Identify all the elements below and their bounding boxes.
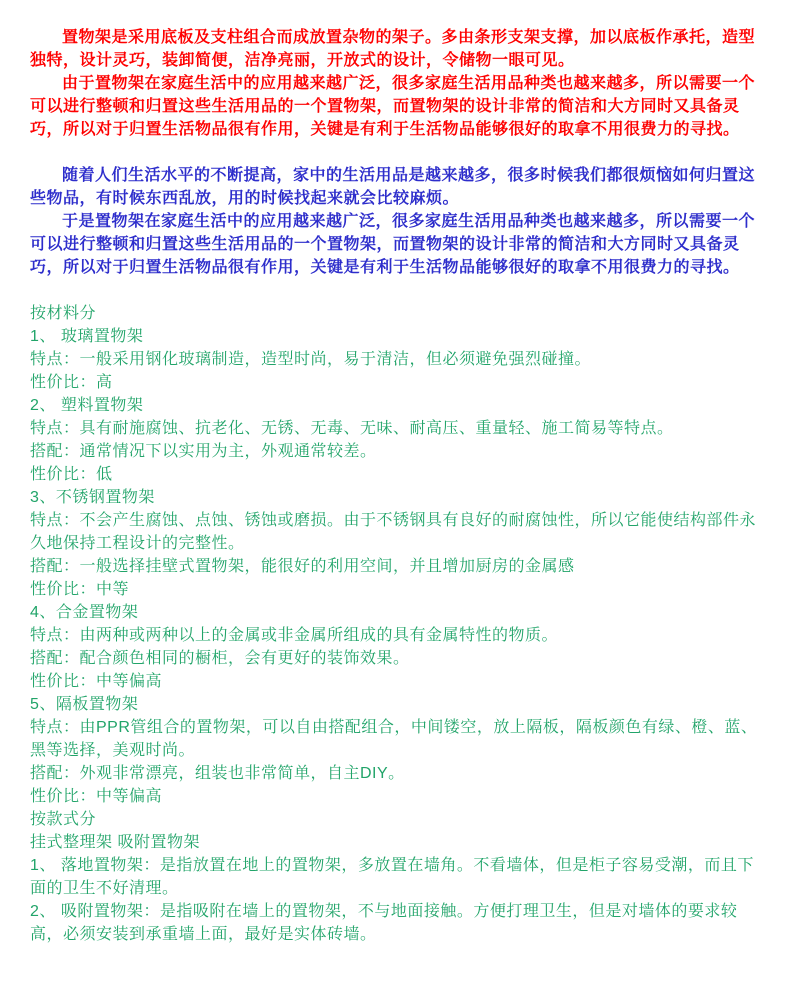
classification-item-title: 3、不锈钢置物架 <box>30 489 155 506</box>
classification-item-title: 4、合金置物架 <box>30 604 139 621</box>
red-intro-paragraph: 由于置物架在家庭生活中的应用越来越广泛，很多家庭生活用品种类也越来越多，所以需要一个可以进行整顿和归置这些生活用品的一个置物架，而置物架的设计非常的简洁和大方同时又具备灵巧，所以对于归置生活物品很有作用，关键是有利于生活物品能够很好的取拿不用很费力的寻找。 <box>30 75 756 138</box>
classification-heading-style: 按款式分 <box>30 811 97 828</box>
blue-intro-paragraph: 于是置物架在家庭生活中的应用越来越广泛，很多家庭生活用品种类也越来越多，所以需要一个可以进行整顿和归置这些生活用品的一个置物架，而置物架的设计非常的简洁和大方同时又具备灵巧，所以对于归置生活物品很有作用，关键是有利于生活物品能够很好的取拿不用很费力的寻找。 <box>30 213 756 276</box>
classification-match: 搭配：配合颜色相同的橱柜，会有更好的装饰效果。 <box>30 650 410 667</box>
classification-heading-material: 按材料分 <box>30 305 97 322</box>
classification-feature: 特点：由两种或两种以上的金属或非金属所组成的具有金属特性的物质。 <box>30 627 559 644</box>
blank-line <box>30 141 770 164</box>
classification-match: 搭配：一般选择挂壁式置物架，能很好的利用空间，并且增加厨房的金属感 <box>30 558 575 575</box>
classification-value: 性价比：低 <box>30 466 113 483</box>
classification-value: 性价比：中等 <box>30 581 130 598</box>
blue-intro-paragraph: 随着人们生活水平的不断提高，家中的生活用品是越来越多，很多时候我们都很烦恼如何归置这些物品，有时候东西乱放，用的时候找起来就会比较麻烦。 <box>30 167 756 207</box>
classification-style-item: 1、 落地置物架：是指放置在地上的置物架，多放置在墙角。不看墙体，但是柜子容易受潮，而且下面的卫生不好清理。 <box>30 857 754 897</box>
classification-value: 性价比：中等偏高 <box>30 673 163 690</box>
classification-feature: 特点：由PPR管组合的置物架，可以自由搭配组合，中间镂空，放上隔板，隔板颜色有绿、橙、蓝、黑等选择，美观时尚。 <box>30 719 758 759</box>
classification-feature: 特点：不会产生腐蚀、点蚀、锈蚀或磨损。由于不锈钢具有良好的耐腐蚀性，所以它能使结构部件永久地保持工程设计的完整性。 <box>30 512 757 552</box>
classification-value: 性价比：高 <box>30 374 113 391</box>
classification-subheading: 挂式整理架 吸附置物架 <box>30 834 200 851</box>
classification-feature: 特点：一般采用钢化玻璃制造，造型时尚，易于清洁，但必须避免强烈碰撞。 <box>30 351 592 368</box>
red-intro-paragraph: 置物架是采用底板及支柱组合而成放置杂物的架子。多由条形支架支撑，加以底板作承托，造型独特，设计灵巧，装卸简便，洁净亮丽，开放式的设计，令储物一眼可见。 <box>30 29 756 69</box>
classification-match: 搭配：通常情况下以实用为主，外观通常较差。 <box>30 443 377 460</box>
classification-feature: 特点：具有耐施腐蚀、抗老化、无锈、无毒、无味、耐高压、重量轻、施工简易等特点。 <box>30 420 674 437</box>
classification-style-item: 2、 吸附置物架：是指吸附在墙上的置物架，不与地面接触。方便打理卫生，但是对墙体的要求较高，必须安装到承重墙上面，最好是实体砖墙。 <box>30 903 738 943</box>
section-intro-red <box>30 26 770 141</box>
classification-match: 搭配：外观非常漂亮，组装也非常简单，自主DIY。 <box>30 765 405 782</box>
classification-value: 性价比：中等偏高 <box>30 788 163 805</box>
classification-item-title: 1、 玻璃置物架 <box>30 328 144 345</box>
section-classification <box>30 302 770 946</box>
classification-item-title: 5、隔板置物架 <box>30 696 139 713</box>
classification-item-title: 2、 塑料置物架 <box>30 397 144 414</box>
blank-line <box>30 279 770 302</box>
section-intro-blue <box>30 164 770 279</box>
